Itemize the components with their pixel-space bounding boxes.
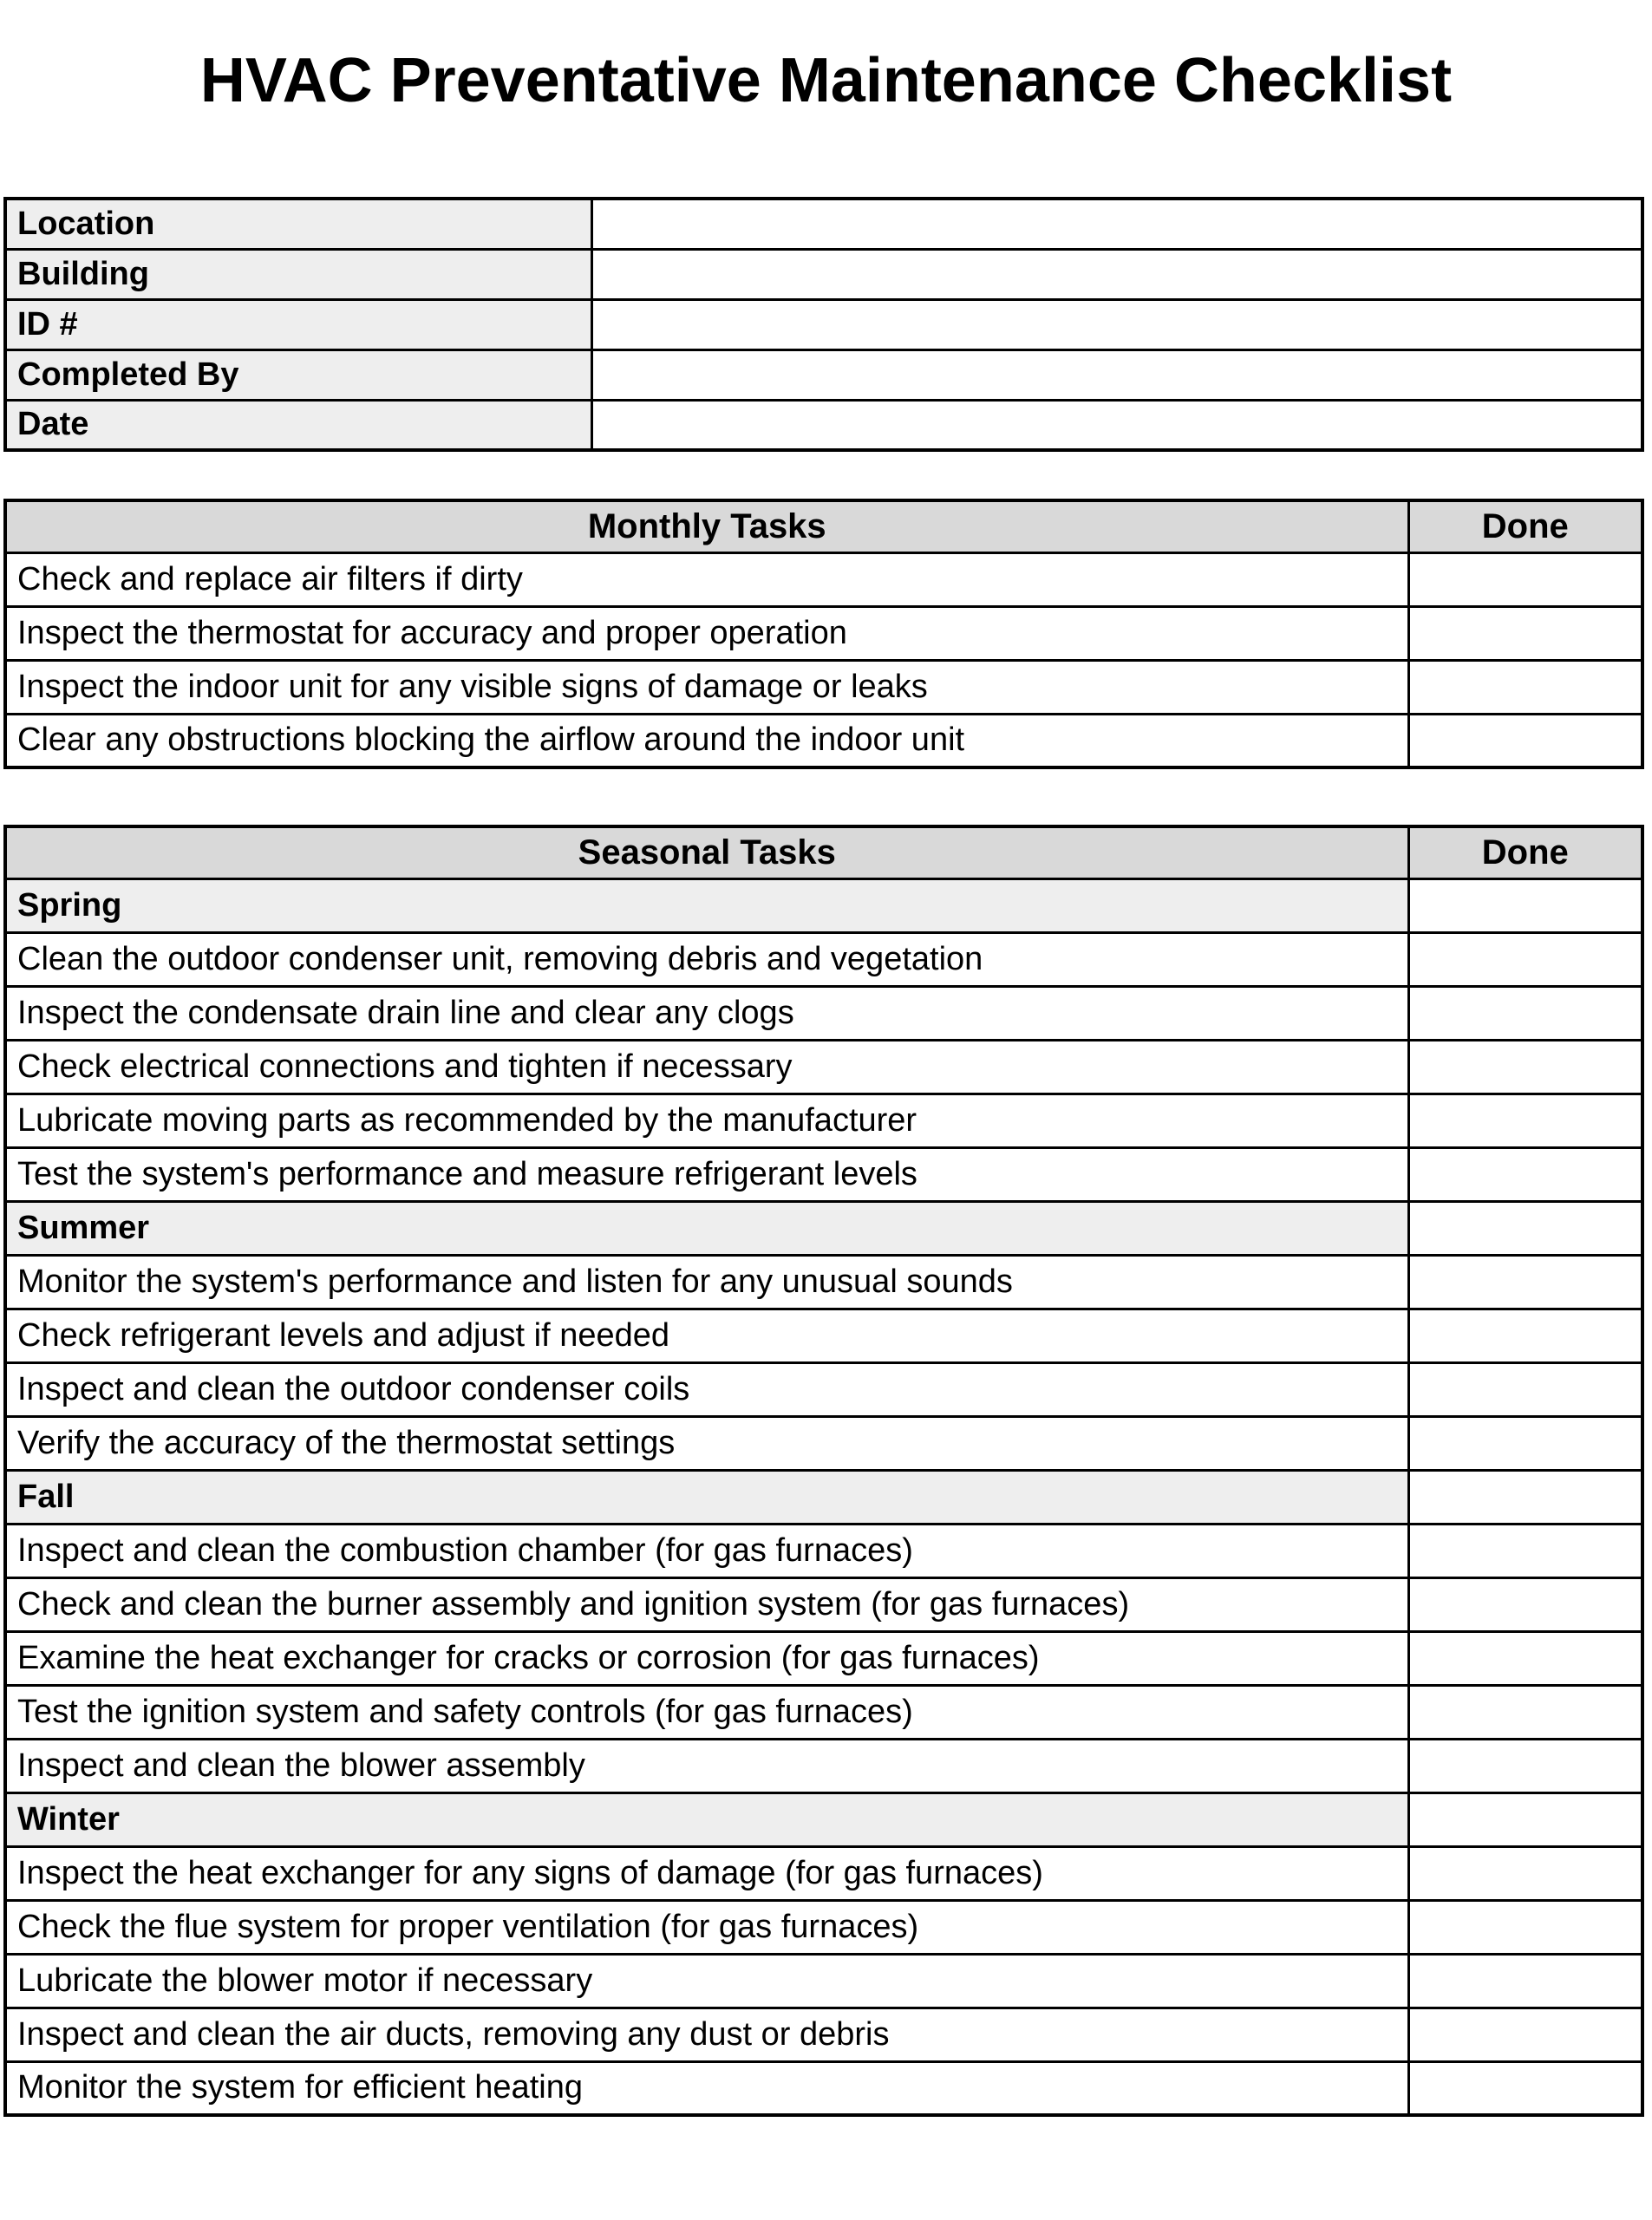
task-text: Lubricate the blower motor if necessary [5,1954,1408,2008]
done-checkbox-cell[interactable] [1408,1416,1642,1470]
seasonal-tasks-header: Seasonal Tasks [5,826,1408,878]
season-subheader-row [5,878,1642,932]
season-label: Summer [5,1201,1408,1255]
info-label: Date [5,400,591,450]
task-row [5,1255,1642,1309]
task-text: Inspect and clean the air ducts, removing any dust or debris [5,2008,1408,2061]
task-text: Check the flue system for proper ventilation (for gas furnaces) [5,1900,1408,1954]
task-row [5,1040,1642,1094]
task-row [5,1846,1642,1900]
info-value-field[interactable] [591,299,1642,349]
task-text: Test the system's performance and measure refrigerant levels [5,1147,1408,1201]
info-row [5,349,1642,400]
task-row [5,932,1642,986]
task-text: Clear any obstructions blocking the airflow around the indoor unit [5,714,1408,767]
task-row [5,1147,1642,1201]
done-checkbox-cell[interactable] [1408,1739,1642,1792]
done-checkbox-cell[interactable] [1408,552,1642,606]
seasonal-header-row [5,826,1642,878]
season-label: Spring [5,878,1408,932]
done-checkbox-cell[interactable] [1408,1846,1642,1900]
task-text: Monitor the system for efficient heating [5,2061,1408,2115]
info-value-field[interactable] [591,349,1642,400]
done-checkbox-cell[interactable] [1408,1040,1642,1094]
info-table-body [5,199,1642,450]
done-checkbox-cell[interactable] [1408,606,1642,660]
task-text: Check electrical connections and tighten if necessary [5,1040,1408,1094]
task-text: Inspect the indoor unit for any visible signs of damage or leaks [5,660,1408,714]
monthly-header-row [5,500,1642,552]
task-row [5,1094,1642,1147]
done-checkbox-cell[interactable] [1408,878,1642,932]
done-checkbox-cell[interactable] [1408,1201,1642,1255]
task-text: Examine the heat exchanger for cracks or corrosion (for gas furnaces) [5,1631,1408,1685]
task-row [5,2008,1642,2061]
task-text: Check refrigerant levels and adjust if needed [5,1309,1408,1362]
page-title: HVAC Preventative Maintenance Checklist [199,46,1453,115]
info-value-field[interactable] [591,400,1642,450]
monthly-tasks-table [3,499,1644,769]
task-text: Lubricate moving parts as recommended by the manufacturer [5,1094,1408,1147]
task-row [5,1577,1642,1631]
seasonal-tasks-table [3,825,1644,2117]
task-row [5,606,1642,660]
task-text: Check and replace air filters if dirty [5,552,1408,606]
task-row [5,1900,1642,1954]
info-row [5,249,1642,299]
seasonal-tasks-body [5,878,1642,2115]
task-row [5,986,1642,1040]
info-label: Building [5,249,591,299]
task-row [5,1309,1642,1362]
task-text: Monitor the system's performance and listen for any unusual sounds [5,1255,1408,1309]
monthly-done-header: Done [1408,500,1642,552]
season-label: Fall [5,1470,1408,1524]
done-checkbox-cell[interactable] [1408,2008,1642,2061]
done-checkbox-cell[interactable] [1408,660,1642,714]
done-checkbox-cell[interactable] [1408,2061,1642,2115]
task-row [5,1416,1642,1470]
task-text: Clean the outdoor condenser unit, removing debris and vegetation [5,932,1408,986]
info-value-field[interactable] [591,199,1642,249]
info-table [3,197,1644,452]
done-checkbox-cell[interactable] [1408,1577,1642,1631]
done-checkbox-cell[interactable] [1408,1954,1642,2008]
done-checkbox-cell[interactable] [1408,1255,1642,1309]
task-row [5,1524,1642,1577]
done-checkbox-cell[interactable] [1408,1362,1642,1416]
info-label: Completed By [5,349,591,400]
task-row [5,660,1642,714]
task-row [5,1954,1642,2008]
monthly-tasks-header: Monthly Tasks [5,500,1408,552]
monthly-tasks-body [5,552,1642,767]
task-text: Inspect the condensate drain line and clear any clogs [5,986,1408,1040]
task-row [5,1362,1642,1416]
done-checkbox-cell[interactable] [1408,1470,1642,1524]
info-value-field[interactable] [591,249,1642,299]
info-row [5,400,1642,450]
task-text: Inspect and clean the outdoor condenser coils [5,1362,1408,1416]
task-text: Inspect the heat exchanger for any signs of damage (for gas furnaces) [5,1846,1408,1900]
done-checkbox-cell[interactable] [1408,1792,1642,1846]
info-row [5,299,1642,349]
info-label: ID # [5,299,591,349]
task-text: Check and clean the burner assembly and ignition system (for gas furnaces) [5,1577,1408,1631]
done-checkbox-cell[interactable] [1408,1685,1642,1739]
task-row [5,1739,1642,1792]
info-label: Location [5,199,591,249]
done-checkbox-cell[interactable] [1408,1309,1642,1362]
info-row [5,199,1642,249]
done-checkbox-cell[interactable] [1408,1900,1642,1954]
season-subheader-row [5,1792,1642,1846]
seasonal-done-header: Done [1408,826,1642,878]
done-checkbox-cell[interactable] [1408,1524,1642,1577]
task-text: Test the ignition system and safety controls (for gas furnaces) [5,1685,1408,1739]
done-checkbox-cell[interactable] [1408,986,1642,1040]
task-text: Inspect and clean the combustion chamber (for gas furnaces) [5,1524,1408,1577]
task-row [5,1685,1642,1739]
season-label: Winter [5,1792,1408,1846]
task-row [5,2061,1642,2115]
task-text: Verify the accuracy of the thermostat settings [5,1416,1408,1470]
done-checkbox-cell[interactable] [1408,1147,1642,1201]
done-checkbox-cell[interactable] [1408,1094,1642,1147]
task-text: Inspect and clean the blower assembly [5,1739,1408,1792]
task-row [5,1631,1642,1685]
done-checkbox-cell[interactable] [1408,932,1642,986]
done-checkbox-cell[interactable] [1408,1631,1642,1685]
task-row [5,552,1642,606]
task-text: Inspect the thermostat for accuracy and proper operation [5,606,1408,660]
task-row [5,714,1642,767]
season-subheader-row [5,1201,1642,1255]
season-subheader-row [5,1470,1642,1524]
done-checkbox-cell[interactable] [1408,714,1642,767]
